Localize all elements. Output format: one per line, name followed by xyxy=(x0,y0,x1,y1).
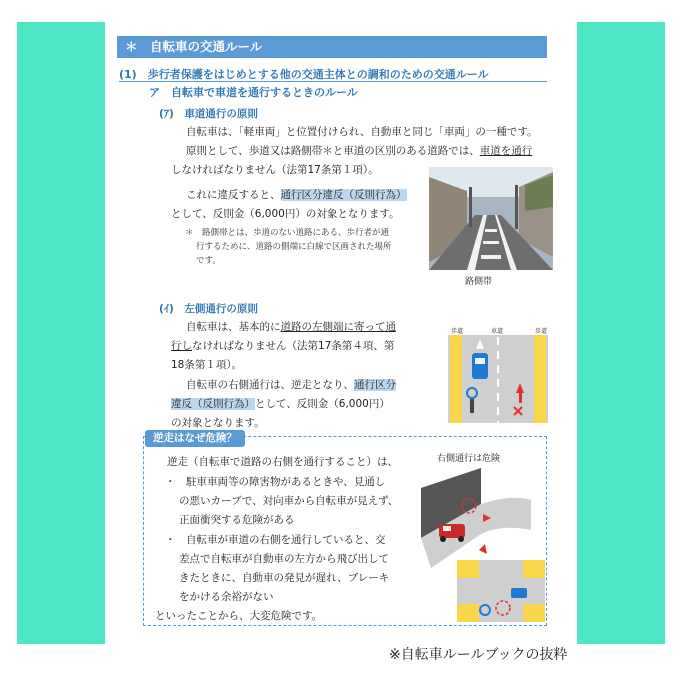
road-shoulder-photo xyxy=(429,167,553,270)
danger-intro: 逆走（自転車で道路の右側を通行すること）は、 xyxy=(167,456,398,468)
heading-2: ア 自転車で車道を通行するときのルール xyxy=(149,86,358,99)
right-side-band xyxy=(577,22,665,644)
paragraph-line: これに違反すると、通行区分違反（反則行為） xyxy=(186,189,407,201)
footnote-line: 行するために、道路の側端に白線で区画された場所 xyxy=(196,242,392,252)
paragraph-line: 18条第１項）。 xyxy=(171,359,243,371)
paragraph-line: として、反則金（6,000円）の対象となります。 xyxy=(171,208,400,220)
diagram-label: 歩道 xyxy=(451,328,464,335)
diagram-label: 歩道 xyxy=(535,328,548,335)
document-page xyxy=(105,22,577,644)
left-side-band xyxy=(17,22,105,644)
source-note: ※自転車ルールブックの抜粋 xyxy=(389,647,568,663)
paragraph-line: 自転車は、「軽車両」と位置付けられ、自動車と同じ「車両」の一種です。 xyxy=(186,126,538,138)
paragraph-line: 行しなければなりません（法第17条第４項、第 xyxy=(171,340,395,352)
danger-line: ・ 駐車車両等の障害物があるときや、見通し xyxy=(165,476,386,488)
danger-outro: といったことから、大変危険です。 xyxy=(155,610,323,622)
danger-line: 正面衝突する危険がある xyxy=(179,514,295,526)
left-side-traffic-diagram xyxy=(448,325,548,427)
subheading-1: (ｱ) 車道通行の原則 xyxy=(159,108,258,120)
illustration-title: 右側通行は危険 xyxy=(437,454,501,464)
paragraph-line: 違反（反則行為）として、反則金（6,000円） xyxy=(171,398,390,410)
footnote-line: です。 xyxy=(196,256,221,266)
danger-illustration xyxy=(421,464,549,626)
paragraph-line: 自転車の右側通行は、逆走となり、通行区分 xyxy=(186,379,396,391)
danger-line: の悪いカーブで、対向車から自転車が見えず、 xyxy=(179,495,399,507)
diagram-label: 車道 xyxy=(491,328,504,335)
danger-line: をかける余裕がない xyxy=(179,591,274,603)
photo-caption: 路側帯 xyxy=(465,277,493,287)
paragraph-line: の対象となります。 xyxy=(171,417,265,429)
heading-1: (1) 歩行者保護をはじめとする他の交通主体との調和のための交通ルール xyxy=(119,68,489,81)
paragraph-line: 自転車は、基本的に道路の左側端に寄って通 xyxy=(186,321,396,333)
paragraph-line: 原則として、歩道又は路側帯＊と車道の区別のある道路では、車道を通行 xyxy=(186,145,533,157)
heading-divider xyxy=(119,81,547,82)
footnote-line: ＊ 路側帯とは、歩道のない道路にある、歩行者が通 xyxy=(185,228,390,238)
danger-line: ・ 自転車が車道の右側を通行していると、交 xyxy=(165,534,386,546)
subheading-2: (ｲ) 左側通行の原則 xyxy=(159,303,258,315)
danger-line: きたときに、自動車の発見が遅れ、ブレーキ xyxy=(179,572,390,584)
danger-line: 差点で自転車が自動車の左方から飛び出して xyxy=(179,553,389,565)
section-title: ＊ 自転車の交通ルール xyxy=(117,36,547,58)
danger-box-label: 逆走はなぜ危険？ xyxy=(145,430,245,447)
paragraph-line: しなければなりません（法第17条第１項）。 xyxy=(171,164,379,176)
